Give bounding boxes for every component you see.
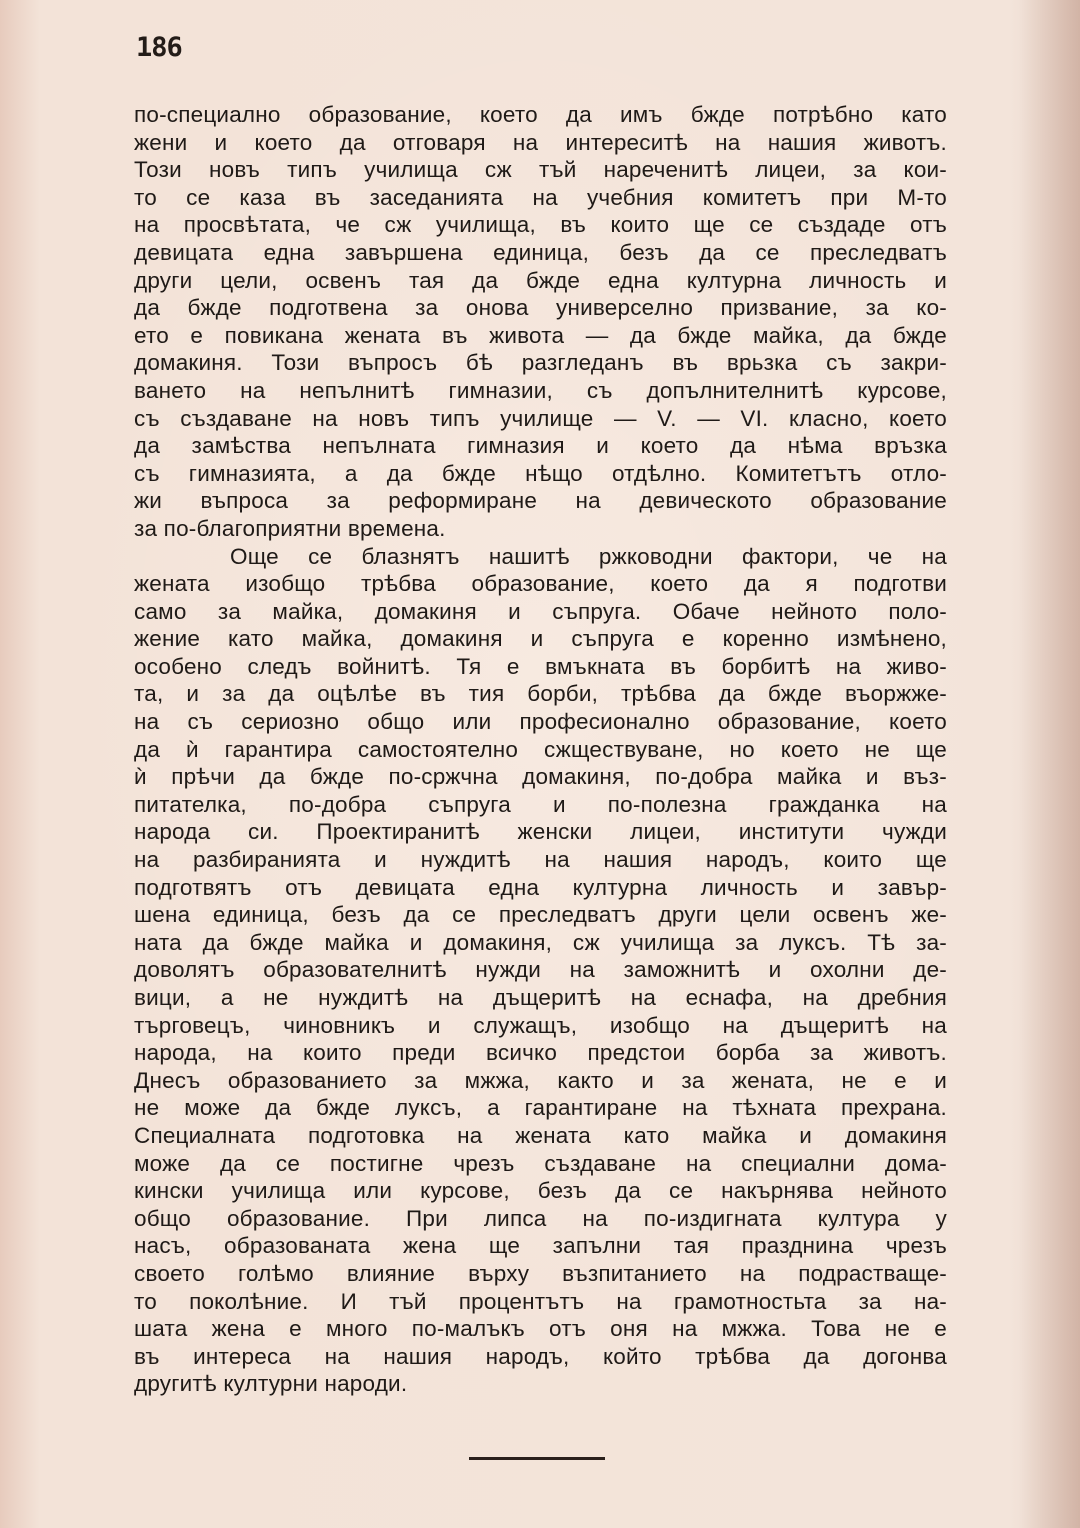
text-line: може да се постигне чрезъ създаване на специални дома- (134, 1150, 947, 1176)
end-rule (469, 1457, 605, 1460)
text-line: шена единица, безъ да се преследватъ други цели освенъ же- (134, 902, 947, 928)
text-line: народа, на които преди всичко предстои борба за животъ. (134, 1040, 947, 1066)
text-line: Този новъ типъ училища сж тъй нареченитѣ лицеи, за кои- (134, 157, 947, 183)
text-line: жение като майка, домакиня и съпруга е коренно измѣнено, (134, 626, 947, 652)
paragraph-2 (134, 543, 947, 1398)
text-line: други цели, освенъ тая да бжде една културна личность и (134, 267, 947, 293)
text-line: Още се блазнятъ нашитѣ ржководни фактори, че на (230, 543, 947, 569)
text-line: съ създаване на новъ типъ училище — V. — VI. класно, което (134, 405, 947, 431)
text-line: ѝ прѣчи да бжде по-сржчна домакиня, по-добра майка и въз- (134, 764, 947, 790)
text-line: та, и за да оцѣлѣе въ тия борби, трѣбва да бжде въоржже- (134, 681, 947, 707)
text-line: ването на непълнитѣ гимназии, съ допълнителнитѣ курсове, (134, 377, 947, 403)
text-line: на просвѣтата, че сж училища, въ които ще се създаде отъ (134, 212, 947, 238)
text-line: по-специално образование, което да имъ бжде потрѣбно като (134, 102, 947, 127)
text-line: да замѣства непълната гимназия и което да нѣма връзка (134, 433, 947, 459)
text-line: домакиня. Този въпросъ бѣ разгледанъ въ врьзка съ закри- (134, 350, 947, 376)
text-line: вици, а не нуждитѣ на дъщеритѣ на еснафа, на дребния (134, 985, 947, 1010)
text-line: другитѣ културни народи. (134, 1371, 408, 1397)
text-line: то се каза въ заседанията на учебния комитетъ при М-то (134, 184, 947, 210)
text-line: шата жена е много по-малъкъ отъ оня на мжжа. Това не е (134, 1316, 947, 1342)
page-number: 186 (136, 32, 182, 63)
text-line: кински училища или курсове, безъ да се накърнява нейното (134, 1178, 947, 1204)
text-line: да ѝ гарантира самостоятелно сжществуване, но което не ще (134, 736, 947, 762)
text-line: на разбиранията и нуждитѣ на нашия народъ, които ще (134, 847, 947, 873)
text-line: доволятъ образователнитѣ нужди на заможнитѣ и охолни де- (134, 957, 947, 983)
text-line: своето голѣмо влияние върху възпитанието на подрастваще- (134, 1260, 947, 1286)
text-line: за по-благоприятни времена. (134, 515, 446, 541)
text-line: народа си. Проектиранитѣ женски лицеи, институти чужди (134, 819, 947, 845)
text-line: то поколѣние. И тъй процентътъ на грамотностьта за на- (134, 1288, 947, 1314)
text-line: жени и което да отговаря на интереситѣ на нашия животъ. (134, 129, 947, 155)
text-line: подготвятъ отъ девицата една културна личность и завър- (134, 874, 947, 900)
text-line: само за майка, домакиня и съпруга. Обаче нейното поло- (134, 598, 947, 624)
text-line: девицата една завършена единица, безъ да се преследватъ (134, 239, 947, 265)
text-line: жената изобщо трѣбва образование, което да я подготви (134, 571, 947, 597)
text-line: общо образование. При липса на по-издигната култура у (134, 1205, 947, 1231)
text-line: съ гимназията, а да бжде нѣщо отдѣлно. Комитетътъ отло- (134, 460, 947, 486)
text-line: Специалната подготовка на жената като майка и домакиня (134, 1122, 947, 1148)
text-line: на съ сериозно общо или професионално образование, което (134, 709, 947, 735)
text-line: ната да бжде майка и домакиня, сж училища за луксъ. Тѣ за- (134, 929, 947, 955)
text-line: Днесъ образованието за мжжа, както и за жената, не е и (134, 1067, 947, 1093)
paragraph-1 (134, 101, 947, 543)
text-line: особено следъ войнитѣ. Тя е вмъкната въ борбитѣ на живо- (134, 653, 947, 679)
text-line: въ интереса на нашия народъ, който трѣбва да догонва (134, 1343, 947, 1369)
text-line: питателка, по-добра съпруга и по-полезна гражданка на (134, 791, 947, 817)
text-line: жи въпроса за реформиране на девическото образование (134, 488, 947, 514)
text-line: търговецъ, чиновникъ и служащъ, изобщо на дъщеритѣ на (134, 1012, 947, 1038)
text-line: ето е повикана жената въ живота — да бжде майка, да бжде (134, 322, 947, 348)
page-edge-shadow (1010, 0, 1080, 1528)
text-line: не може да бжде луксъ, а гарантиране на тѣхната прехрана. (134, 1095, 947, 1121)
text-line: да бжде подготвена за онова универсeлно призвание, за ко- (134, 295, 947, 321)
body-text (134, 101, 947, 1398)
text-line: насъ, образованата жена ще запълни тая празднина чрезъ (134, 1233, 947, 1259)
